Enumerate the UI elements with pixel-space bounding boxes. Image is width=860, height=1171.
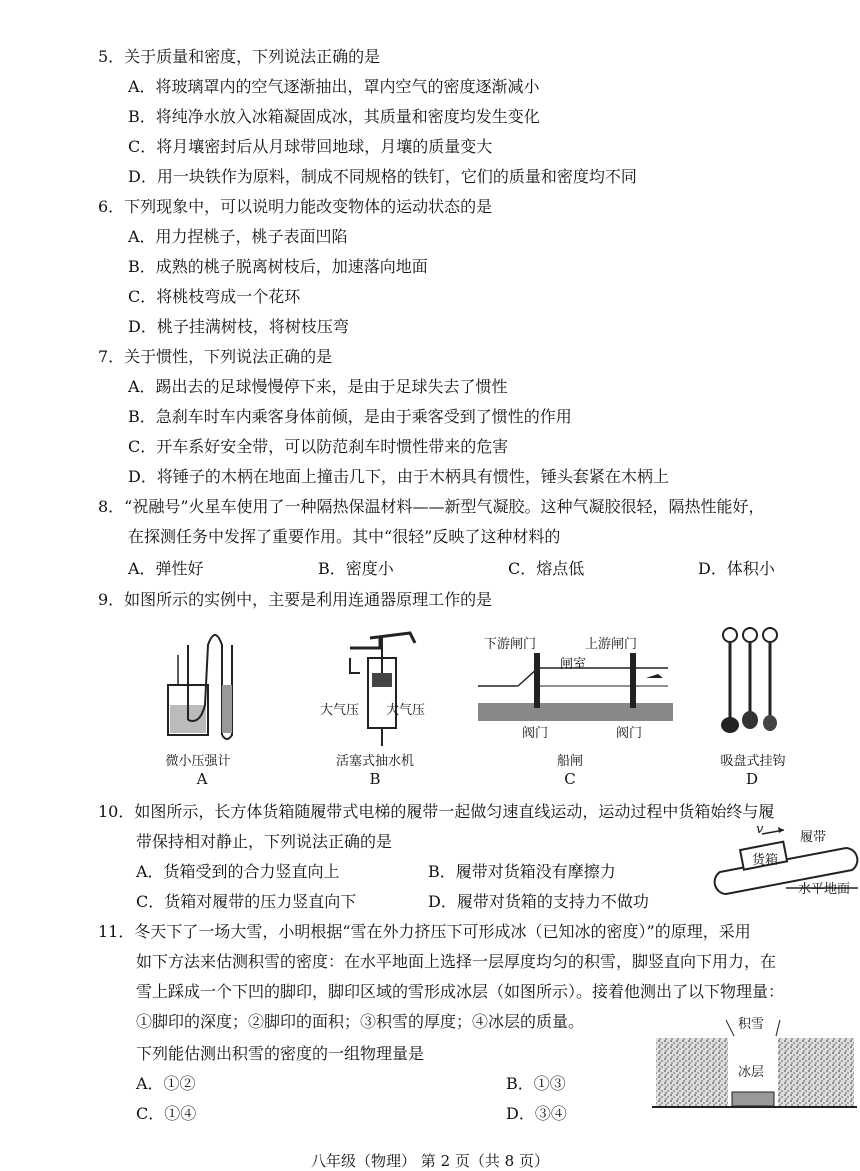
q5-option-b: B．将纯净水放入冰箱凝固成冰，其质量和密度均发生变化 [128,107,540,126]
q11-option-c: C．①④ [136,1104,197,1123]
figure-a-letter: A [196,770,208,788]
q11-line2: 如下方法来估测积雪的密度：在水平地面上选择一层厚度均匀的积雪，脚竖直向下用力，在 [136,952,777,971]
q7-stem: 7．关于惯性，下列说法正确的是 [98,347,333,366]
figure-d-caption: 吸盘式挂钩 [720,754,786,769]
figure-q10-velocity-label: v [756,822,764,837]
q8-option-d: D．体积小 [698,559,775,578]
q10-stem-line1: 10．如图所示，长方体货箱随履带式电梯的履带一起做匀速直线运动，运动过程中货箱始终与履 [98,802,775,821]
q11-option-d: D．③④ [506,1104,567,1123]
figure-q10-belt-label: 履带 [800,830,827,845]
figure-c-valve-label-2: 阀门 [616,726,643,741]
q7-option-d: D．将锤子的木柄在地面上撞击几下，由于木柄具有惯性，锤头套紧在木柄上 [128,467,669,486]
figure-b-letter: B [369,770,381,788]
figure-b-atm-label-2: 大气压 [386,703,426,718]
figure-b-atm-label-1: 大气压 [320,703,360,718]
q11-option-a: A．①② [136,1074,196,1093]
figure-q10-ground-label: 水平地面 [798,882,851,897]
figure-c-upstream-gate-label: 上游闸门 [585,637,638,652]
figure-a-pressure-gauge [160,625,250,745]
figure-b-piston-pump [340,628,430,748]
q8-stem-line1: 8．“祝融号”火星车使用了一种隔热保温材料——新型气凝胶。这种气凝胶很轻，隔热性能好， [98,497,765,516]
q11-option-b: B．①③ [506,1074,566,1093]
figure-q10-box-label: 货箱 [752,853,779,868]
q11-line4: ①脚印的深度；②脚印的面积；③积雪的厚度；④冰层的质量。 [136,1012,585,1031]
q5-option-c: C．将月壤密封后从月球带回地球，月壤的质量变大 [128,137,493,156]
q6-option-d: D．桃子挂满树枝，将树枝压弯 [128,317,349,336]
figure-d-letter: D [745,770,759,788]
page-footer: 八年级（物理） 第 2 页（共 8 页） [311,1152,549,1170]
figure-c-caption: 船闸 [556,754,583,769]
q5-stem: 5．关于质量和密度，下列说法正确的是 [98,47,381,66]
q6-option-c: C．将桃枝弯成一个花环 [128,287,301,306]
figure-b-caption: 活塞式抽水机 [335,754,414,769]
q8-stem-line2: 在探测任务中发挥了重要作用。其中“很轻”反映了这种材料的 [128,527,561,546]
q10-stem-line2: 带保持相对静止，下列说法正确的是 [136,832,393,851]
figure-q11-ice-label: 冰层 [738,1065,765,1080]
q11-line5: 下列能估测出积雪的密度的一组物理量是 [136,1044,425,1063]
q7-option-b: B．急刹车时车内乘客身体前倾，是由于乘客受到了惯性的作用 [128,407,572,426]
figure-c-letter: C [564,770,576,788]
q10-option-b: B．履带对货箱没有摩擦力 [428,862,616,881]
q6-option-b: B．成熟的桃子脱离树枝后，加速落向地面 [128,257,428,276]
q5-option-a: A．将玻璃罩内的空气逐渐抽出，罩内空气的密度逐渐减小 [128,77,540,96]
figure-c-valve-label-1: 阀门 [522,726,549,741]
q8-option-b: B．密度小 [318,559,394,578]
q7-option-a: A．踢出去的足球慢慢停下来，是由于足球失去了惯性 [128,377,508,396]
figure-q11-snow-label: 积雪 [738,1017,765,1032]
figure-c-lock-chamber-label: 闸室 [560,657,587,672]
q6-option-a: A．用力捏桃子，桃子表面凹陷 [128,227,348,246]
q7-option-c: C．开车系好安全带，可以防范刹车时惯性带来的危害 [128,437,509,456]
figure-c-downstream-gate-label: 下游闸门 [484,637,537,652]
figure-d-suction-hooks [715,625,785,740]
q11-line3: 雪上踩成一个下凹的脚印，脚印区域的雪形成冰层（如图所示）。接着他测出了以下物理量： [136,982,785,1001]
q8-option-a: A．弹性好 [128,559,204,578]
q8-option-c: C．熔点低 [508,559,585,578]
q9-stem: 9．如图所示的实例中，主要是利用连通器原理工作的是 [98,590,493,609]
q6-stem: 6．下列现象中，可以说明力能改变物体的运动状态的是 [98,197,493,216]
q11-line1: 11．冬天下了一场大雪，小明根据“雪在外力挤压下可形成冰（已知冰的密度）”的原理，采用 [98,922,751,941]
q5-option-d: D．用一块铁作为原料，制成不同规格的铁钉，它们的质量和密度均不同 [128,167,637,186]
q10-option-a: A．货箱受到的合力竖直向上 [136,862,340,881]
q10-option-c: C．货箱对履带的压力竖直向下 [136,892,357,911]
figure-a-caption: 微小压强计 [165,754,231,769]
q10-option-d: D．履带对货箱的支持力不做功 [428,892,649,911]
